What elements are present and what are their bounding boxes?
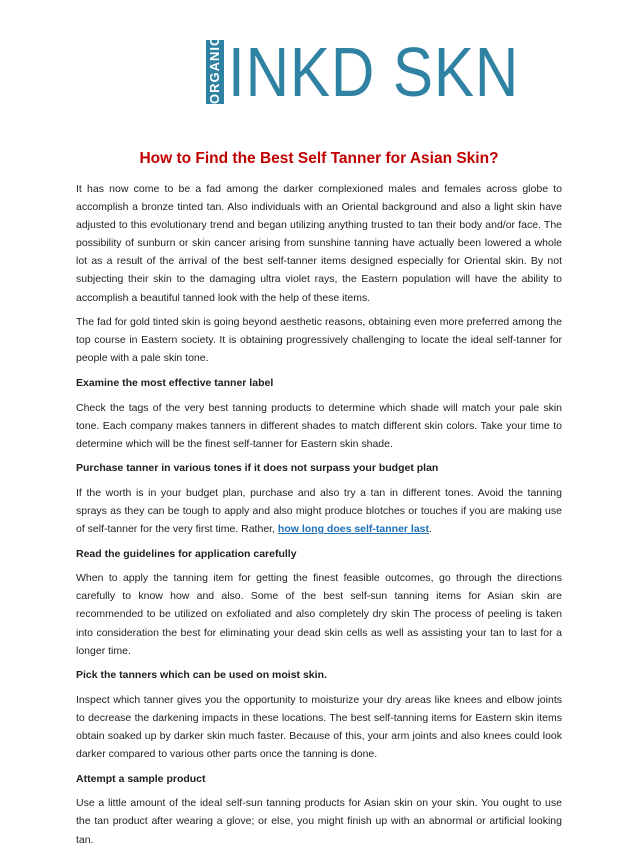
section-heading-guidelines: Read the guidelines for application carefully	[76, 547, 297, 560]
article-body	[76, 180, 562, 855]
logo-organic-text: ORGANIC	[207, 35, 222, 104]
tones-text-after: .	[429, 523, 432, 536]
section-paragraph-moist-skin: Inspect which tanner gives you the opportunity to moisturize your dry areas like knees and elbow joints to decrease the darkening impacts in these locations. The best self-tanning items for Eastern skin items obtain soaked up by darker skin much faster. Because of this, your arm joints and also knees could look darker compared to various other parts once the tanning is done.	[76, 693, 562, 761]
brand-logo	[206, 33, 520, 111]
intro-paragraph-2: The fad for gold tinted skin is going beyond aesthetic reasons, obtaining even more preferred among the top course in Eastern society. It is obtaining progressively challenging to locate the ideal self-tanner for people with a pale skin tone.	[76, 316, 562, 365]
section-paragraph-label: Check the tags of the very best tanning products to determine which shade will match your pale skin tone. Each company makes tanners in different shades to match different skin colors. Take your time to determine which will be the finest self-tanner for Eastern skin shade.	[76, 401, 562, 450]
section-heading-moist-skin: Pick the tanners which can be used on moist skin.	[76, 669, 327, 682]
self-tanner-link[interactable]: how long does self-tanner last	[277, 523, 430, 536]
logo-brand-text: INKD SKN	[228, 33, 520, 111]
page-title: How to Find the Best Self Tanner for Asian Skin?	[139, 150, 499, 167]
tones-text-before: If the worth is in your budget plan, purchase and also try a tan in different tones. Avoid the tanning sprays as they can be tough to apply and also might produce blotches or touches if you are making use of self-tanner for the very first time. Rather,	[76, 486, 562, 536]
section-paragraph-guidelines: When to apply the tanning item for getting the finest feasible outcomes, go through the directions carefully to know how and also. Some of the best self-sun tanning items for Asian skin are recommended to be utilized on exfoliated and also completely dry skin The process of peeling is taken into consideration the best for eliminating your dead skin cells as well as assisting your tan to last for a longer time.	[76, 572, 562, 657]
section-paragraph-sample: Use a little amount of the ideal self-sun tanning products for Asian skin on your skin. You ought to use the tan product after wearing a glove; or else, you might finish up with an abnormal or artificial looking tan.	[76, 797, 562, 846]
intro-paragraph-1: It has now come to be a fad among the darker complexioned males and females across globe to accomplish a bronze tinted tan. Also individuals with an Oriental background and also a light skin have adjusted to this evolutionary trend and began utilizing anything trusted to tan their body and/or face. The possibility of sunburn or skin cancer arising from sunshine tanning have actually been lowered a whole lot as a result of the arrival of the best self-tanner items designed especially for Oriental skin. By not subjecting their skin to the damaging ultra violet rays, the Eastern population will have the ability to accomplish a beautiful tanned look with the help of these items.	[76, 183, 562, 304]
section-heading-label: Examine the most effective tanner label	[76, 376, 274, 389]
section-paragraph-tones	[76, 484, 562, 538]
section-heading-sample: Attempt a sample product	[76, 772, 206, 785]
logo-side-tag	[206, 35, 224, 106]
section-heading-tones: Purchase tanner in various tones if it does not surpass your budget plan	[76, 462, 439, 475]
